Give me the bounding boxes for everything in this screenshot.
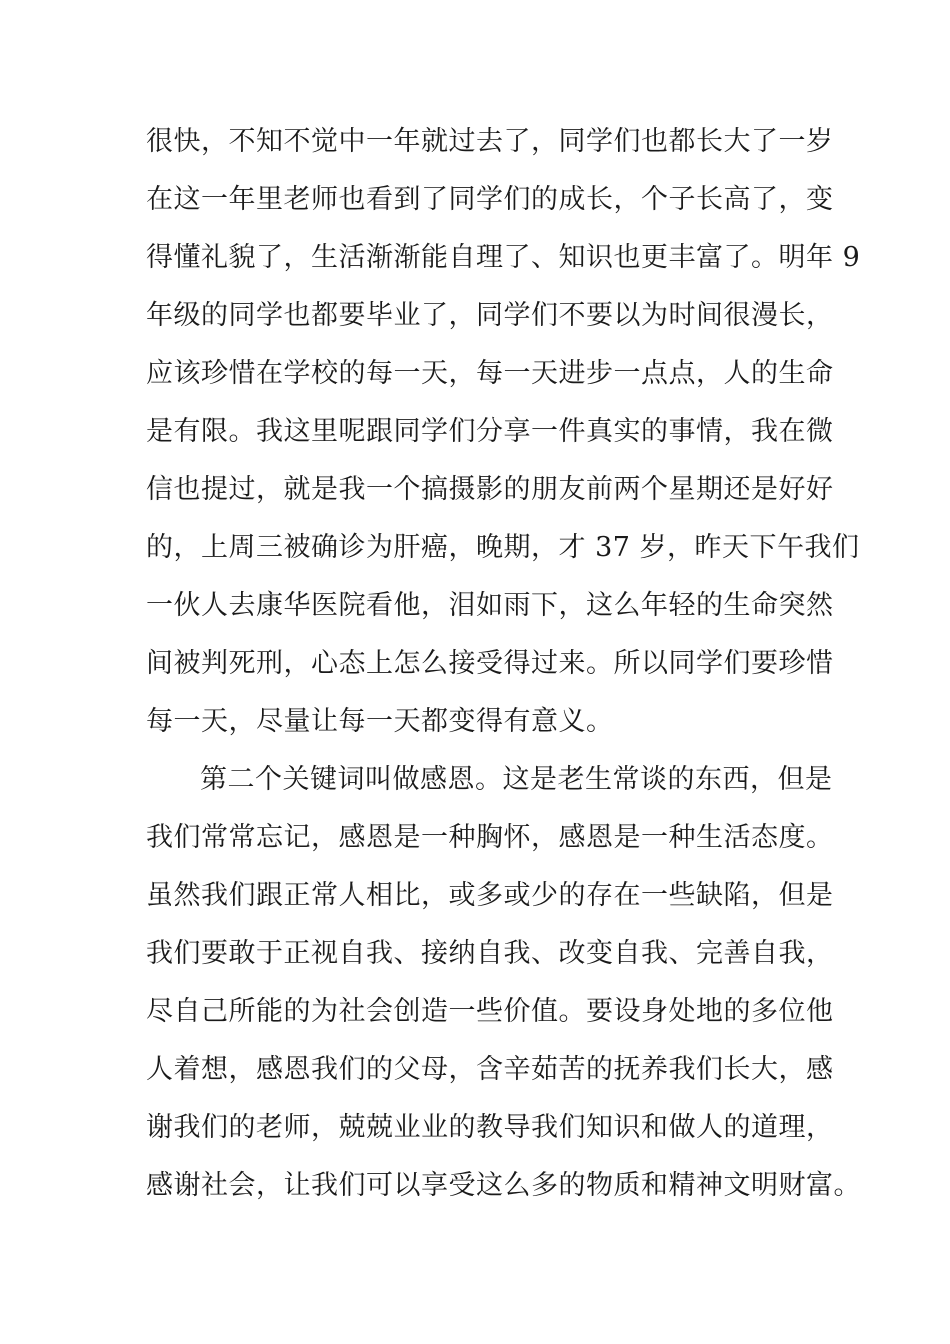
text-line: 是有限。我这里呢跟同学们分享一件真实的事情，我在微 [146, 416, 834, 447]
document-body [146, 113, 861, 1215]
text-line: 我们要敢于正视自我、接纳自我、改变自我、完善自我， [146, 938, 834, 969]
text-line: 在这一年里老师也看到了同学们的成长，个子长高了，变 [146, 184, 834, 215]
text-line: 的，上周三被确诊为肝癌，晚期，才 37 岁，昨天下午我们 [146, 532, 860, 563]
text-line: 人着想，感恩我们的父母，含辛茹苦的抚养我们长大，感 [146, 1054, 834, 1085]
paragraph-1 [146, 113, 861, 751]
text-line: 我们常常忘记，感恩是一种胸怀，感恩是一种生活态度。 [146, 822, 834, 853]
text-line: 应该珍惜在学校的每一天，每一天进步一点点，人的生命 [146, 358, 834, 389]
text-line: 第二个关键词叫做感恩。这是老生常谈的东西，但是 [200, 764, 833, 795]
text-line: 感谢社会，让我们可以享受这么多的物质和精神文明财富。 [146, 1170, 861, 1201]
text-line: 间被判死刑，心态上怎么接受得过来。所以同学们要珍惜 [146, 648, 834, 679]
text-line: 得懂礼貌了，生活渐渐能自理了、知识也更丰富了。明年 9 [146, 242, 861, 273]
text-line: 每一天，尽量让每一天都变得有意义。 [146, 706, 614, 737]
paragraph-2 [146, 751, 861, 1215]
text-line: 谢我们的老师，兢兢业业的教导我们知识和做人的道理， [146, 1112, 834, 1143]
text-line: 尽自己所能的为社会创造一些价值。要设身处地的多位他 [146, 996, 834, 1027]
text-line: 一伙人去康华医院看他，泪如雨下，这么年轻的生命突然 [146, 590, 834, 621]
text-line: 年级的同学也都要毕业了，同学们不要以为时间很漫长， [146, 300, 834, 331]
text-line: 信也提过，就是我一个搞摄影的朋友前两个星期还是好好 [146, 474, 834, 505]
text-line: 很快，不知不觉中一年就过去了，同学们也都长大了一岁 [146, 126, 834, 157]
text-line: 虽然我们跟正常人相比，或多或少的存在一些缺陷，但是 [146, 880, 834, 911]
